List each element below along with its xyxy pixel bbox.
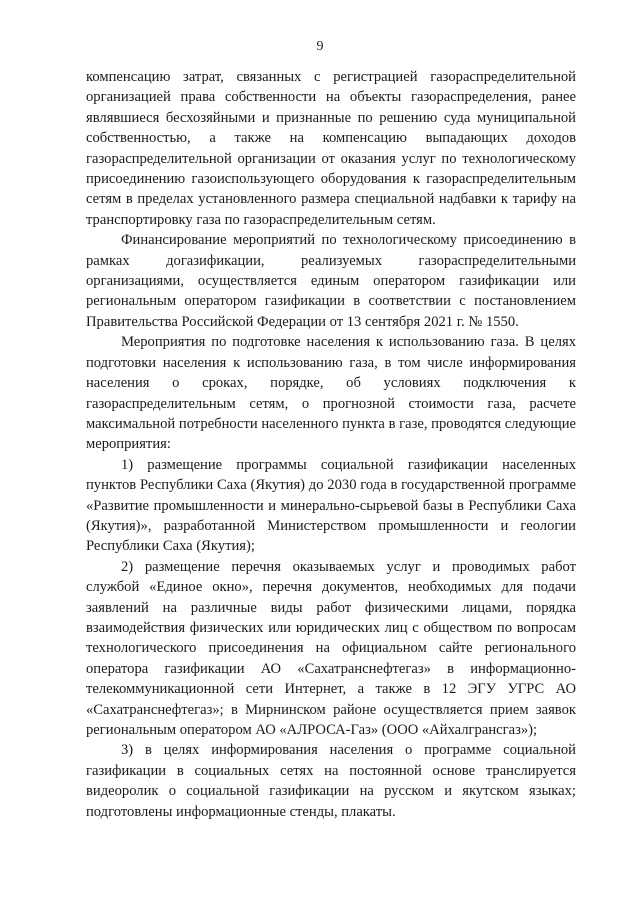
list-item-2-services-list: 2) размещение перечня оказываемых услуг и проводимых работ службой «Единое окно», перечня документов, необходимых для подачи заявлений на различные виды работ физическими лицами, порядка взаимодействия физических или юридических лиц с обществом по вопросам технологического присоединения на официальном сайте регионального оператора газификации АО «Сахатранснефтегаз» в информационно-телекоммуникационной сети Интернет, а также в 12 ЭГУ УГРС АО «Сахатранснефтегаз»; в Мирнинском районе осуществляется прием заявок региональным оператором АО «АЛРОСА-Газ» (ООО «Айхалгрансгаз»); xyxy=(86,558,576,738)
page-number: 9 xyxy=(316,39,324,54)
paragraph-population-preparation: Мероприятия по подготовке населения к использованию газа. В целях подготовки населения к использованию газа, в том числе информирования населения о сроках, порядке, об условиях подключения к газораспределительным сетям, о прогнозной стоимости газа, расчете максимальной потребности населенного пункта в газе, проводятся следующие мероприятия: xyxy=(86,334,576,453)
document-body xyxy=(86,67,576,822)
paragraph-financing: Финансирование мероприятий по технологическому присоединению в рамках догазификации, реализуемых газораспределительными организациями, осуществляется единым оператором газификации или региональным оператором газификации в соответствии с постановлением Правительства Российской Федерации от 13 сентября 2021 г. № 1550. xyxy=(86,232,576,330)
paragraph-cost-compensation: компенсацию затрат, связанных с регистрацией газораспределительной организацией права собственности на объекты газораспределения, ранее являвшиеся бесхозяйными и признанные по решению суда муниципальной собственностью, а также на компенсацию выпадающих доходов газораспределительной организации от оказания услуг по технологическому присоединению газоиспользующего оборудования к газораспределительным сетям в пределах установленного размера специальной надбавки к тарифу на транспортировку газа по газораспределительным сетям. xyxy=(86,69,576,228)
list-item-1-program-placement: 1) размещение программы социальной газификации населенных пунктов Республики Саха (Якутия) до 2030 года в государственной программе «Развитие промышленности и минерально-сырьевой базы в Республики Саха (Якутия)», разработанной Министерством промышленности и геологии Республики Саха (Якутия); xyxy=(86,456,576,555)
list-item-3-social-media: 3) в целях информирования населения о программе социальной газификации в социальных сетях на постоянной основе транслируется видеоролик о социальной газификации на русском и якутском языках; подготовлены информационные стенды, плакаты. xyxy=(86,742,576,820)
